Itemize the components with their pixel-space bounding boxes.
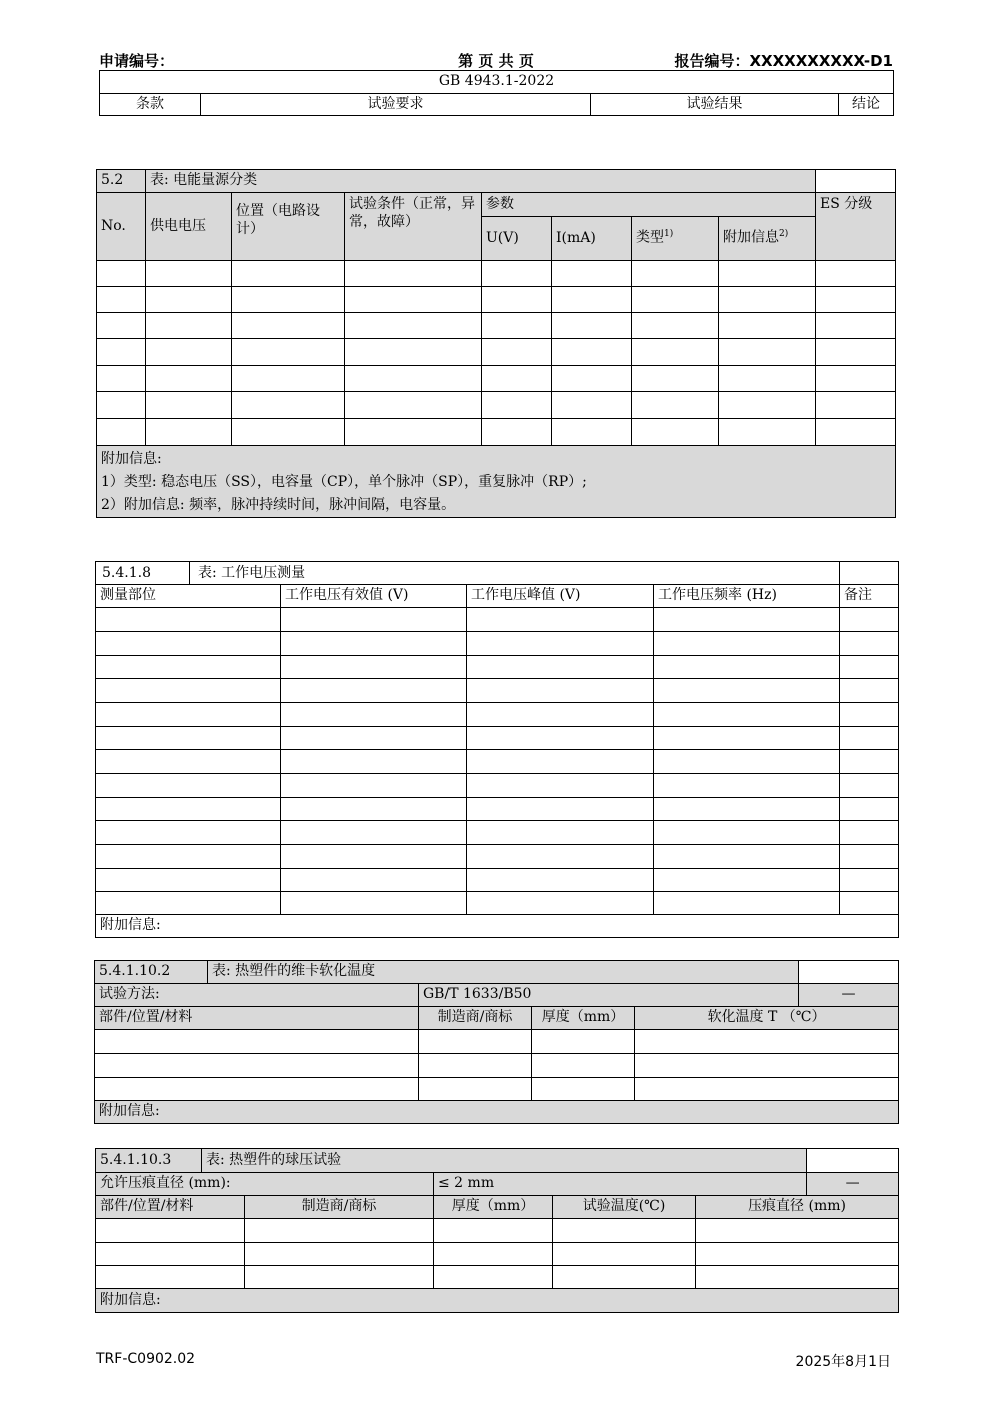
column-parameters: 参数 [482, 193, 816, 217]
table-row [96, 1243, 899, 1266]
standard-number: GB 4943.1-2022 [100, 71, 894, 94]
energy-source-table [96, 169, 896, 518]
table-row [96, 679, 899, 703]
report-number-label: 报告编号：XXXXXXXXXX-D1 [674, 52, 893, 70]
header-table [99, 70, 894, 116]
additional-info-note: 附加信息: [95, 1101, 899, 1124]
table-row [96, 632, 899, 656]
column-additional-info: 附加信息$^{2)}$ [719, 217, 816, 261]
column-part-location-material: 部件/位置/材料 [95, 1007, 419, 1030]
table-row [96, 845, 899, 869]
column-peak-voltage: 工作电压峰值 (V) [467, 585, 654, 608]
table-row [95, 1030, 899, 1054]
table-row [96, 774, 899, 798]
column-indentation-diameter: 压痕直径 (mm) [696, 1196, 899, 1219]
column-part-location-material: 部件/位置/材料 [96, 1196, 245, 1219]
column-test-temperature: 试验温度(℃) [553, 1196, 696, 1219]
table-row [96, 869, 899, 892]
column-clause: 条款 [100, 94, 201, 116]
table-title: 表: 电能量源分类 [146, 170, 816, 193]
allowed-diameter-value: ≤ 2 mm [434, 1173, 807, 1196]
table-title: 表: 工作电压测量 [198, 565, 306, 581]
verdict-cell [816, 170, 896, 193]
table-row [97, 261, 896, 287]
issue-date: 2025年8月1日 [795, 1354, 891, 1370]
page-count-label: 第 页 共 页 [458, 52, 534, 70]
column-location: 位置（电路设计） [232, 193, 345, 261]
table-row [97, 339, 896, 366]
table-title-row [96, 562, 840, 585]
column-u: U(V) [482, 217, 552, 261]
test-method-verdict: — [799, 984, 899, 1007]
column-softening-temperature: 软化温度 T （℃） [635, 1007, 899, 1030]
additional-info-note: 附加信息: [96, 1289, 899, 1313]
column-verdict: 结论 [839, 94, 894, 116]
column-type: 类型$^{1)}$ [632, 217, 719, 261]
column-frequency: 工作电压频率 (Hz) [654, 585, 840, 608]
table-row [96, 1266, 899, 1289]
test-method-value: GB/T 1633/B50 [419, 984, 799, 1007]
working-voltage-table [95, 561, 899, 938]
table-row [96, 656, 899, 679]
column-thickness: 厚度（mm） [434, 1196, 553, 1219]
table-row [95, 1078, 899, 1101]
table-row [95, 1054, 899, 1078]
table-row [97, 392, 896, 419]
table-row [97, 366, 896, 392]
ball-pressure-table [95, 1148, 899, 1313]
test-method-label: 试验方法: [95, 984, 419, 1007]
column-remark: 备注 [840, 585, 899, 608]
allowed-diameter-label: 允许压痕直径 (mm): [96, 1173, 434, 1196]
verdict-cell [799, 961, 899, 984]
column-no: No. [97, 193, 146, 261]
verdict-cell [807, 1149, 899, 1173]
additional-info-note: 附加信息: [96, 915, 899, 938]
column-es-class: ES 分级 [816, 193, 896, 261]
table-row [97, 419, 896, 446]
column-manufacturer: 制造商/商标 [245, 1196, 434, 1219]
clause-number: 5.4.1.10.2 [95, 961, 208, 984]
column-result: 试验结果 [591, 94, 839, 116]
application-number-label: 申请编号： [99, 52, 175, 70]
table-row [96, 1219, 899, 1243]
table-title: 表: 热塑件的球压试验 [202, 1149, 807, 1173]
table-row [96, 703, 899, 727]
verdict-cell [840, 562, 899, 585]
clause-number: 5.4.1.10.3 [96, 1149, 202, 1173]
additional-info-note: 附加信息: 1）类型: 稳态电压（SS），电容量（CP），单个脉冲（SP），重复脉冲（RP）; 2）附加信息: 频率，脉冲持续时间，脉冲间隔，电容量。 [97, 446, 896, 518]
column-rms-voltage: 工作电压有效值 (V) [281, 585, 467, 608]
table-row [96, 608, 899, 632]
column-i: I(mA) [552, 217, 632, 261]
table-row [96, 821, 899, 845]
clause-number: 5.4.1.8 [96, 562, 190, 584]
table-row [96, 750, 899, 774]
table-row [96, 798, 899, 821]
column-supply-voltage: 供电电压 [146, 193, 232, 261]
table-row [97, 287, 896, 313]
form-number: TRF-C0902.02 [96, 1351, 196, 1367]
table-row [96, 727, 899, 750]
table-row [97, 313, 896, 339]
column-test-condition: 试验条件（正常，异常，故障） [345, 193, 482, 261]
column-thickness: 厚度（mm） [532, 1007, 635, 1030]
column-manufacturer: 制造商/商标 [419, 1007, 532, 1030]
clause-number: 5.2 [97, 170, 146, 193]
table-title: 表: 热塑件的维卡软化温度 [208, 961, 799, 984]
table-row [96, 892, 899, 915]
column-measurement-location: 测量部位 [96, 585, 281, 608]
column-requirement: 试验要求 [201, 94, 591, 116]
vicat-softening-table [94, 960, 899, 1124]
allowed-diameter-verdict: — [807, 1173, 899, 1196]
